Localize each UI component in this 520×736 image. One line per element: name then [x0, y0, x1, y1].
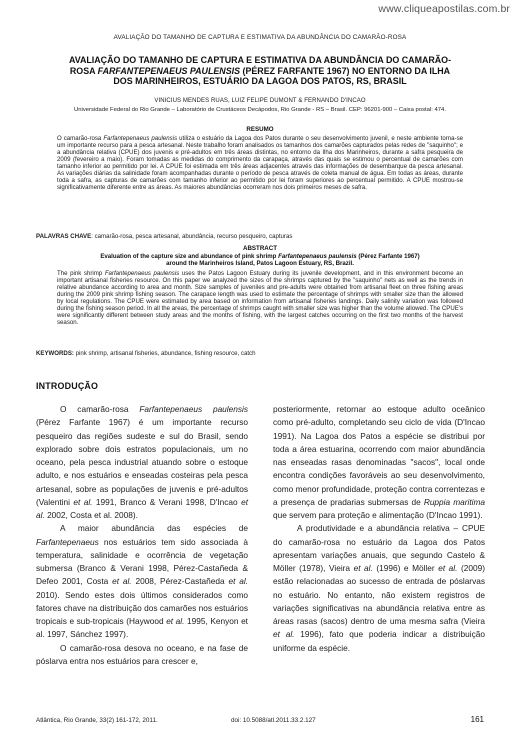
running-header: AVALIAÇÃO DO TAMANHO DE CAPTURA E ESTIMATIVA DA ABUNDÂNCIA DO CAMARÃO-ROSA — [113, 34, 407, 41]
section-title-introducao: INTRODUÇÃO — [36, 381, 99, 391]
resumo-heading: RESUMO — [246, 126, 274, 133]
paper-title — [48, 55, 472, 87]
intro-paragraph: A produtividade e a abundância relativa – CPUE do camarão-rosa no estuário da Lagoa dos Patos apresentam variações anuais, que segundo Castelo & Möller (1978), Vieira et al. (1996) e Möller et al. (2009) estão relacionadas ao sucesso de entrada de póslarvas no estuário. No entanto, não existem registros de variações significativas na abundância relativa entre as áreas rasas (sacos) dentro de uma mesma safra (Vieira et al. 1996), fato que poderia indicar a distribuição uniforme da espécie. — [273, 523, 485, 653]
title-line-1: AVALIAÇÃO DO TAMANHO DE CAPTURA E ESTIMATIVA DA ABUNDÂNCIA DO CAMARÃO- — [68, 55, 452, 65]
footer-journal: Atlântica, Rio Grande, 33(2) 161-172, 2011. — [36, 717, 158, 724]
affiliation: Universidade Federal do Rio Grande – Laboratório de Crustáceos Decápodos, Rio Grande - RS – Brasil. CEP: 96201-900 – Caixa postal: 474. — [74, 107, 446, 113]
watermark: www.cliqueapostilas.com.br — [378, 3, 510, 15]
intro-paragraph: A maior abundância das espécies de Farfantepenaeus nos estuários tem sido associada à temperatura, salinidade e ocorrência de vegetação submersa (Branco & Verani 1998, Pérez-Castañeda & Defeo 2001, Costa et al. 2008, Pérez-Castañeda et al. 2010). Sendo estes dois últimos considerados como fatores chave na distribuição dos camarões nos estuários tropicais e sub-tropicais (Haywood et al. 1995, Kenyon et al. 1997, Sánchez 1997). — [36, 523, 248, 640]
page-number: 161 — [470, 715, 484, 724]
intro-right-column — [273, 403, 485, 655]
keywords-label: KEYWORDS: — [36, 350, 74, 357]
intro-left-column — [36, 403, 248, 668]
title-species: FARFANTEPENAEUS PAULENSIS — [97, 65, 241, 76]
title-line-2: ROSA FARFANTEPENAEUS PAULENSIS (PÉREZ FARFANTE 1967) NO ENTORNO DA ILHA — [69, 65, 451, 76]
abstract-body: The pink shrimp Farfantepenaeus paulensis uses the Patos Lagoon Estuary during its juvenile development, and in this environment become an important artisanal fisheries resource. On this paper we analyzed the sizes of the shrimps captured by the "saquinho" nets as well as the trends in relative abundance according to area and month. Size samples of juveniles and pre-adults were obtained from artisanal fleet on three fishing areas during the 2009 pink shrimp fishing season. The carapace length was used to estimate the percentage of shrimps with smaller size than the allowed by local regulations. The CPUE were estimated by area based on information from artisanal fisheries landings. Daily salinity variation was followed during the fishing season period. In all the areas, the percentage of shrimps caught with smaller size was higher than the volume allowed. The CPUE's were significantly different between study areas and the months of fishing, with the largest catches occurring on the first two months of the harvest season. — [57, 270, 464, 327]
intro-paragraph: posteriormente, retornar ao estoque adulto oceânico como pré-adulto, completando seu ciclo de vida (D'Incao 1991). Na Lagoa dos Patos a espécie se distribui por toda a área estuarina, ocorrendo com maior abundância nas enseadas rasas denominadas "sacos", local onde encontra condições favoráveis ao seu desenvolvimento, como menor profundidade, proteção contra correntezas e a presença de pradarias submersas de Ruppia maritima que servem para proteção e alimentação (D'Incao 1991). — [273, 404, 486, 520]
abstract-subtitle: Evaluation of the capture size and abundance of pink shrimp Farfantepenaeus paulensis (Pérez Farfante 1967) around the Marinheiros Island, Patos Lagoon Estuary, RS, Brazil. — [100, 253, 420, 268]
palavras-chave: PALAVRAS CHAVE: camarão-rosa, pesca artesanal, abundância, recurso pesqueiro, capturas — [36, 233, 293, 240]
authors: VINICIUS MENDES RUAS, LUIZ FELIPE DUMONT & FERNANDO D'INCAO — [154, 98, 366, 104]
title-line-3: DOS MARINHEIROS, ESTUÁRIO DA LAGOA DOS PATOS, RS, BRASIL — [113, 76, 407, 87]
intro-paragraph: O camarão-rosa Farfantepenaeus paulensis (Pérez Farfante 1967) é um importante recurso pesqueiro das regiões sudeste e sul do Brasil, sendo explorado sobre dois estratos populacionais, um no oceano, pela pesca industrial atuando sobre o estoque adulto, e nos estuários e enseadas costeiras pela pesca artesanal, sobre as populações de juvenis e pré-adultos (Valentini et al. 1991, Branco & Verani 1998, D'Incao et al. 2002, Costa et al. 2008). — [36, 404, 249, 520]
keywords: KEYWORDS: pink shrimp, artisanal fisheries, abundance, fishing resource, catch — [36, 350, 256, 357]
footer-doi: doi: 10.5088/atl.2011.33.2.127 — [231, 717, 316, 724]
resumo-body: O camarão-rosa Farfantepenaeus paulensis utiliza o estuário da Lagoa dos Patos durante o seu desenvolvimento juvenil, e neste ambiente torna-se um importante recurso para a pesca artesanal. Neste trabalho foram analisados os tamanhos dos camarões capturados pelas redes de "saquinho"; e a abundância relativa (CPUE) dos juvenis e pré-adultos em três áreas distintas, no entorno da Ilha dos Marinheiros, durante a safra pesqueira de 2009 (fevereiro a maio). Foram tomadas as medidas do comprimento da carapaça, através das quais se estimou o percentual de camarões com tamanho inferior ao permitido por lei. A CPUE foi estimada em três áreas adjacentes através das informações de desembarque da pesca artesanal. As variações diárias da salinidade foram acompanhadas durante o período de pesca através de coleta manual de água. Em todas as áreas, durante toda a safra, as capturas de camarões com tamanho inferior ao permitido por lei foram superiores ao percentual permitido. A CPUE mostrou-se significativamente diferente entre as áreas. As maiores abundâncias ocorreram nos dois primeiros meses de safra. — [57, 135, 464, 192]
intro-paragraph: O camarão-rosa desova no oceano, e na fase de póslarva entra nos estuários para crescer e, — [36, 642, 248, 666]
palavras-chave-label: PALAVRAS CHAVE — [36, 233, 92, 240]
abstract-heading: ABSTRACT — [242, 245, 278, 252]
